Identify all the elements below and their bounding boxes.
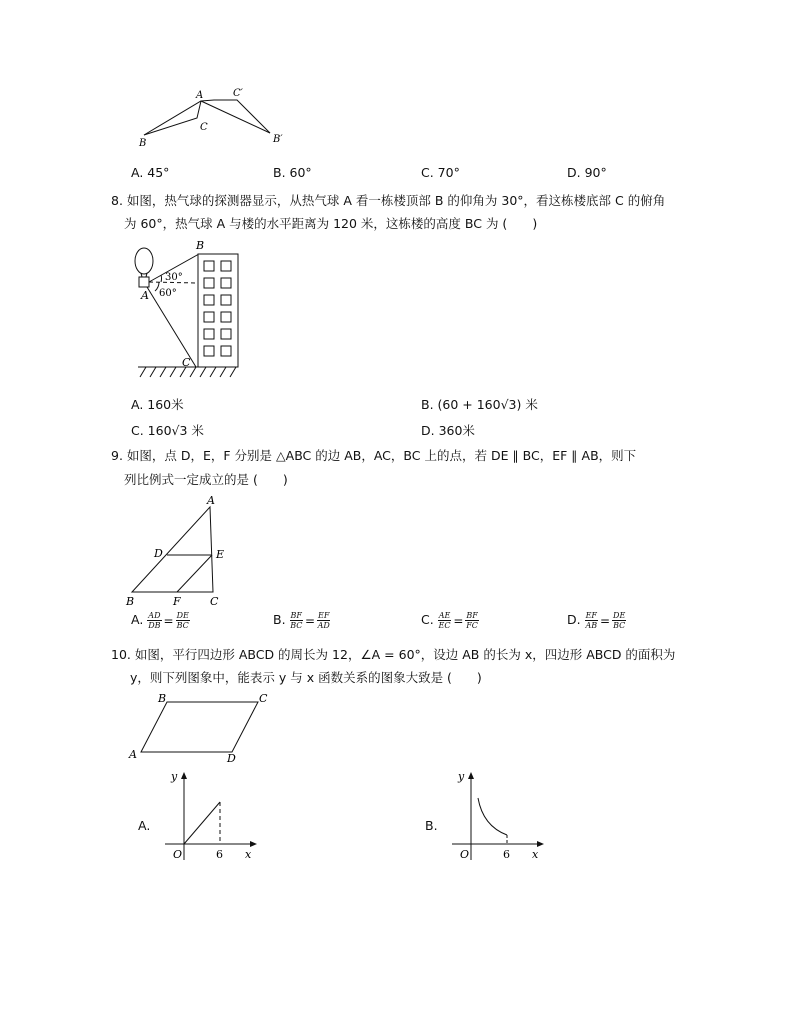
q9-label-d: D [154,547,163,560]
q9-option-b: B. $\frac{BF}{BC}$ = $\frac{EF}{AD}$ [273,611,330,630]
q9-option-d: D. $\frac{EF}{AB}$ = $\frac{DE}{BC}$ [567,611,626,630]
q7-label-a: A [196,90,204,101]
q8-stem-line2: 为 60°，热气球 A 与楼的水平距离为 120 米，这栋楼的高度 BC 为 ( ) [124,216,538,231]
q8-option-b: B. (60 + 160√3) 米 [421,397,538,412]
q10-label-a: A [129,748,137,761]
q7-option-b: B. 60° [273,165,312,180]
q10-graph-b-tick: 6 [503,848,510,861]
q10-label-c: C [259,692,268,705]
q10-graph-a-y: y [171,770,178,783]
q9-label-b: B [126,595,135,606]
q9-option-c: C. $\frac{AE}{EC}$ = $\frac{BF}{FC}$ [421,611,478,630]
q10-graph-b-x: x [532,848,539,861]
q8-angle-30: 30° [165,272,183,283]
q9-label-c: C [210,595,219,606]
q9-stem-line1: 9. 如图，点 D，E，F 分别是 △ABC 的边 AB，AC，BC 上的点，若 DE ∥ BC，EF ∥ AB，则下 [111,448,637,463]
q10-label-d: D [227,752,236,765]
q10-label-b: B [158,692,167,705]
q7-label-b: B [139,138,147,149]
q9-label-f: F [173,595,181,606]
q10-graph-b [447,770,547,865]
q9-figure [122,494,232,606]
q7-option-a: A. 45° [131,165,170,180]
q8-label-a: A [141,289,149,302]
q8-label-b: B [196,239,205,252]
q8-option-c: C. 160√3 米 [131,423,204,438]
q7-figure [130,86,300,152]
q9-option-a: A. $\frac{AD}{DB}$ = $\frac{DE}{BC}$ [131,611,189,630]
q8-option-a: A. 160米 [131,397,184,412]
q10-stem-line2: y，则下列图象中，能表示 y 与 x 函数关系的图象大致是 ( ) [130,670,482,685]
q7-label-b-prime: B′ [273,134,283,145]
q10-graph-b-y: y [458,770,465,783]
q8-stem-line1: 8. 如图，热气球的探测器显示，从热气球 A 看一栋楼顶部 B 的仰角为 30°，看这栋楼底部 C 的俯角 [111,193,666,208]
q7-label-c-prime: C′ [233,88,243,99]
q7-option-c: C. 70° [421,165,460,180]
q10-graph-a-tick: 6 [216,848,223,861]
q9-label-a: A [207,494,215,507]
q7-option-d: D. 90° [567,165,607,180]
q8-option-d: D. 360米 [421,423,475,438]
q7-label-c: C [200,122,208,133]
q8-figure [130,236,250,382]
q8-label-c: C [182,356,191,369]
q8-angle-60: 60° [159,288,177,299]
q10-stem-line1: 10. 如图，平行四边形 ABCD 的周长为 12，∠A = 60°，设边 AB 的长为 x，四边形 ABCD 的面积为 [111,647,676,662]
q10-graph-a [160,770,260,865]
q10-graph-a-x: x [245,848,252,861]
q9-stem-line2: 列比例式一定成立的是 ( ) [124,472,288,487]
q9-label-e: E [216,548,225,561]
q10-graph-b-origin: O [460,848,470,861]
q10-graph-a-label: A. [138,818,151,833]
q10-graph-a-origin: O [173,848,183,861]
q10-parallelogram [124,690,274,766]
q10-graph-b-label: B. [425,818,438,833]
